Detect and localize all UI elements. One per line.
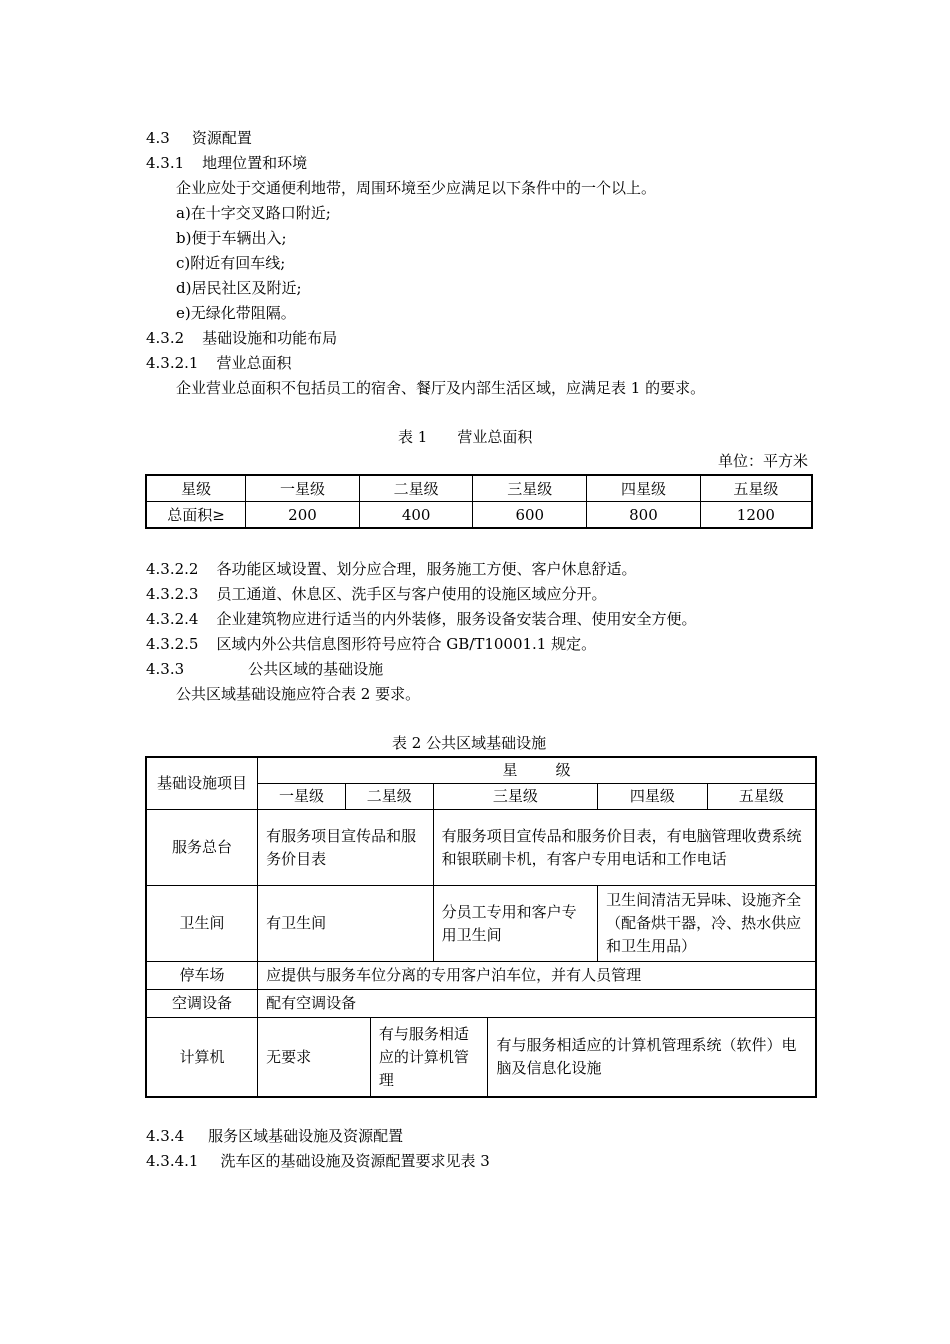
heading-4-3-2-3 [146,584,607,604]
table-row [146,1018,816,1098]
table1-header-cell: 一星级 [246,475,360,502]
list-item-d: d)居民社区及附近; [176,279,302,297]
table1 [145,474,813,529]
paragraph-4-3-3: 公共区域基础设施应符合表 2 要求。 [176,685,421,703]
table2-row-label: 卫生间 [146,886,258,962]
section-number: 4.3.2.3 [146,585,199,603]
table2-cell: 有与服务相适应的计算机管理 [370,1018,488,1098]
table-row [146,475,812,502]
table2-cell: 有卫生间 [258,886,434,962]
section-number: 4.3.2.2 [146,560,199,578]
list-item-e: e)无绿化带阻隔。 [176,304,296,322]
table1-cell: 200 [246,502,360,529]
section-title: 服务区域基础设施及资源配置 [208,1127,404,1145]
table2-cell: 应提供与服务车位分离的专用客户泊车位，并有人员管理 [258,962,816,990]
section-title: 区域内外公共信息图形符号应符合 GB/T10001.1 规定。 [216,635,597,653]
heading-4-3-1 [146,153,307,173]
table2-caption: 表 2 公共区域基础设施 [392,734,547,752]
heading-4-3-2 [146,328,337,348]
heading-4-3-2-2 [146,559,637,579]
table2-level-2: 二星级 [345,784,433,810]
section-title: 基础设施和功能布局 [202,329,338,347]
table-row [146,502,812,529]
section-title: 各功能区域设置、划分应合理，服务施工方便、客户休息舒适。 [216,560,637,578]
table1-header-cell: 二星级 [359,475,473,502]
section-number: 4.3.2.5 [146,635,199,653]
table2-row-label: 停车场 [146,962,258,990]
table2-cell: 有服务项目宣传品和服务价目表 [258,810,434,886]
heading-4-3-4-1 [146,1151,490,1171]
heading-4-3-2-5 [146,634,596,654]
table2-level-1: 一星级 [258,784,346,810]
table2-cell: 无要求 [258,1018,371,1098]
table1-cell: 400 [359,502,473,529]
table1-cell: 800 [587,502,701,529]
table2-header-item: 基础设施项目 [146,757,258,810]
section-title: 公共区域的基础设施 [248,660,384,678]
list-item-c: c)附近有回车线; [176,254,286,272]
list-item-a: a)在十字交叉路口附近; [176,204,331,222]
table2-cell: 配有空调设备 [258,990,816,1018]
table2-header-star: 星 级 [258,757,816,784]
section-title: 企业建筑物应进行适当的内外装修，服务设备安装合理、使用安全方便。 [216,610,697,628]
section-title: 地理位置和环境 [202,154,308,172]
table2-cell: 分员工专用和客户专用卫生间 [433,886,597,962]
section-title: 营业总面积 [216,354,292,372]
section-title: 员工通道、休息区、洗手区与客户使用的设施区域应分开。 [216,585,607,603]
section-number: 4.3.3 [146,660,185,678]
table-row [146,810,816,886]
paragraph-4-3-1: 企业应处于交通便利地带，周围环境至少应满足以下条件中的一个以上。 [176,179,657,197]
table-row [146,886,816,962]
table1-header-cell: 三星级 [473,475,587,502]
paragraph-4-3-2-1: 企业营业总面积不包括员工的宿舍、餐厅及内部生活区域，应满足表 1 的要求。 [176,379,706,397]
table1-cell: 1200 [700,502,812,529]
table2-row-label: 服务总台 [146,810,258,886]
table2-cell: 有服务项目宣传品和服务价目表，有电脑管理收费系统和银联刷卡机，有客户专用电话和工作电话 [433,810,816,886]
table2-cell: 卫生间清洁无异味、设施齐全（配备烘干器，冷、热水供应和卫生用品） [598,886,816,962]
table1-caption-number: 表 1 [398,428,428,446]
table2-level-3: 三星级 [433,784,597,810]
table-row [146,757,816,784]
section-title: 洗车区的基础设施及资源配置要求见表 3 [220,1152,490,1170]
section-number: 4.3.1 [146,154,185,172]
section-number: 4.3.2.4 [146,610,199,628]
table1-caption [398,427,532,447]
heading-4-3 [146,128,252,148]
heading-4-3-4 [146,1126,403,1146]
heading-4-3-2-4 [146,609,697,629]
section-number: 4.3.2.1 [146,354,199,372]
list-item-b: b)便于车辆出入; [176,229,287,247]
table1-header-cell: 五星级 [700,475,812,502]
section-number: 4.3.2 [146,329,185,347]
section-number: 4.3 [146,129,170,147]
heading-4-3-3 [146,659,383,679]
table2-row-label: 空调设备 [146,990,258,1018]
table1-unit: 单位：平方米 [717,452,808,470]
table-row [146,990,816,1018]
table2-row-label: 计算机 [146,1018,258,1098]
heading-4-3-2-1 [146,353,292,373]
table2-level-5: 五星级 [707,784,816,810]
table1-header-cell: 四星级 [587,475,701,502]
table2-level-4: 四星级 [598,784,708,810]
section-number: 4.3.4.1 [146,1152,199,1170]
table1-cell: 600 [473,502,587,529]
table2 [145,756,817,1098]
table1-caption-title: 营业总面积 [457,428,533,446]
section-title: 资源配置 [191,129,252,147]
table1-header-cell: 星级 [146,475,246,502]
table2-cell: 有与服务相适应的计算机管理系统（软件）电脑及信息化设施 [488,1018,816,1098]
table1-cell: 总面积≥ [146,502,246,529]
table-row [146,962,816,990]
section-number: 4.3.4 [146,1127,185,1145]
